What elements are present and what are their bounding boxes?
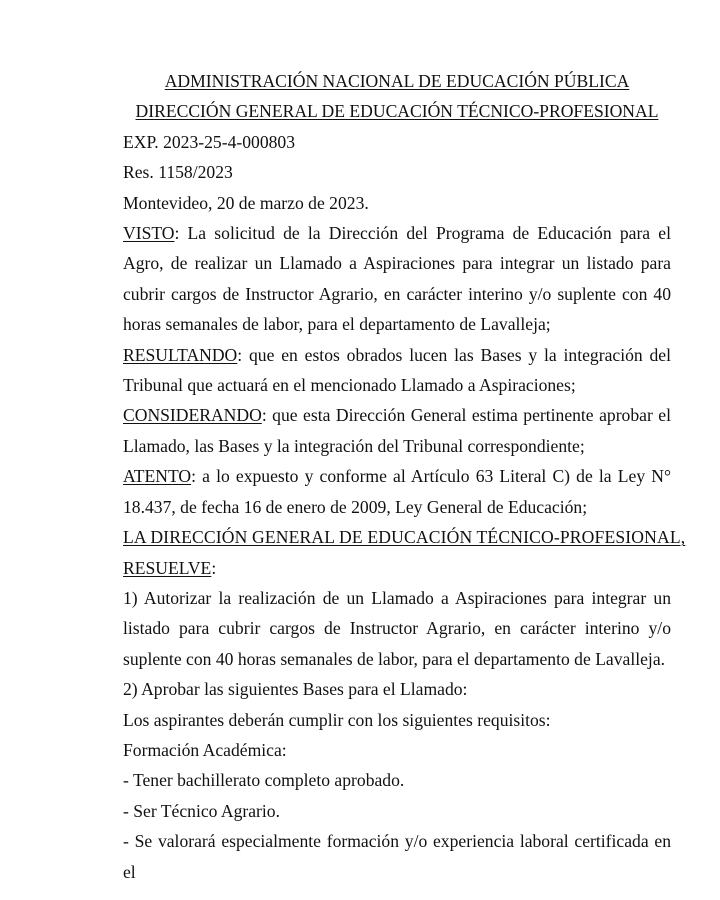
considerando-label: CONSIDERANDO [123, 405, 262, 426]
resolve-item-1: 1) Autorizar la realización de un Llamado a Aspiraciones para integrar un listado para cubrir cargos de Instructor Agrario, en carácter interino y/o suplente con 40 horas semanales de labor, para el departamento de Lavalleja. [123, 587, 671, 669]
resultando-paragraph [123, 340, 671, 401]
visto-text: : La solicitud de la Dirección del Programa de Educación para el Agro, de realizar un Llamado a Aspiraciones para integrar un listado para cubrir cargos de Instructor Agrario, en carácter interino y/o suplente con 40 horas semanales de labor, para el departamento de Lavalleja; [123, 223, 671, 335]
document-page [123, 66, 686, 887]
academic-heading: Formación Académica: [123, 739, 287, 760]
atento-paragraph [123, 461, 671, 522]
resuelve-line [123, 553, 671, 583]
considerando-text: : que esta Dirección General estima pertinente aprobar el Llamado, las Bases y la integración del Tribunal correspondiente; [123, 405, 671, 456]
resultando-text: : que en estos obrados lucen las Bases y la integración del Tribunal que actuará en el mencionado Llamado a Aspiraciones; [123, 344, 671, 396]
resultando-label: RESULTANDO [123, 344, 238, 365]
expediente-number: EXP. 2023-25-4-000803 [123, 131, 296, 152]
visto-paragraph [123, 218, 671, 340]
requirement-item: - Tener bachillerato completo aprobado. [123, 770, 405, 791]
requirement-item: - Se valorará especialmente formación y/o experiencia laboral certificada en el [123, 831, 671, 882]
resuelve-colon: : [211, 557, 217, 578]
atento-text: : a lo expuesto y conforme al Artículo 63 Literal C) de la Ley N° 18.437, de fecha 16 de enero de 2009, Ley General de Educación; [123, 466, 671, 517]
resolve-heading: LA DIRECCIÓN GENERAL DE EDUCACIÓN TÉCNICO-PROFESIONAL, [123, 527, 686, 548]
resolution-number: Res. 1158/2023 [123, 162, 233, 183]
atento-label: ATENTO [123, 466, 192, 487]
resuelve-label: RESUELVE [123, 557, 212, 578]
visto-label: VISTO [123, 223, 175, 244]
resolve-item-2: 2) Aprobar las siguientes Bases para el Llamado: [123, 679, 468, 700]
requirements-intro: Los aspirantes deberán cumplir con los siguientes requisitos: [123, 709, 551, 730]
directorate-title: DIRECCIÓN GENERAL DE EDUCACIÓN TÉCNICO-PROFESIONAL [135, 101, 659, 122]
requirement-item: - Ser Técnico Agrario. [123, 800, 280, 821]
institution-title: ADMINISTRACIÓN NACIONAL DE EDUCACIÓN PÚBLICA [164, 71, 630, 91]
considerando-paragraph [123, 400, 671, 461]
place-date: Montevideo, 20 de marzo de 2023. [123, 192, 369, 213]
